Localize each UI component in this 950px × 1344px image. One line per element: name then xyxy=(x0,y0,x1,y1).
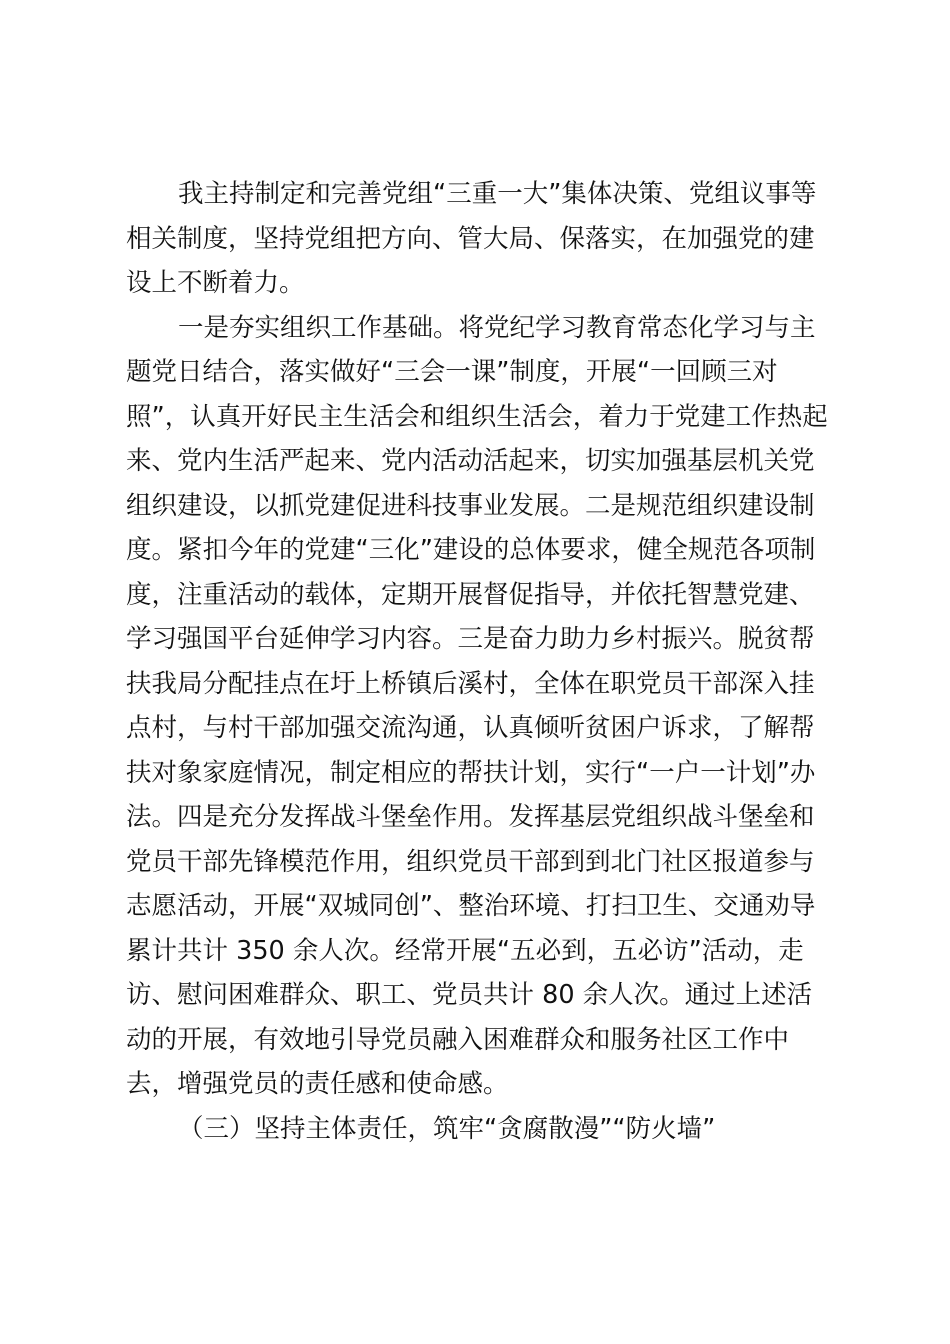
text-line: 扶对象家庭情况，制定相应的帮扶计划，实行“一户一计划”办 xyxy=(126,757,816,788)
body-text xyxy=(126,172,831,1151)
text-line: 点村，与村干部加强交流沟通，认真倾听贫困户诉求，了解帮 xyxy=(126,713,815,743)
text-line: 照”，认真开好民主生活会和组织生活会，着力于党建工作热起 xyxy=(126,401,828,432)
text-line: 去，增强党员的责任感和使命感。 xyxy=(126,1069,509,1099)
text-line: 学习强国平台延伸学习内容。三是奋力助力乡村振兴。脱贫帮 xyxy=(126,624,815,654)
text-line: 访、慰问困难群众、职工、党员共计 80 余人次。通过上述活 xyxy=(126,980,813,1010)
text-line: 度。紧扣今年的党建“三化”建设的总体要求，健全规范各项制 xyxy=(126,535,816,565)
text-line: 党员干部先锋模范作用，组织党员干部到到北门社区报道参与 xyxy=(126,846,815,877)
text-line: 累计共计 350 余人次。经常开展“五必到，五必访”活动，走 xyxy=(126,935,804,966)
text-line: 志愿活动，开展“双城同创”、整治环境、打扫卫生、交通劝导 xyxy=(126,891,816,921)
text-line: 动的开展，有效地引导党员融入困难群众和服务社区工作中 xyxy=(126,1024,790,1055)
text-line: 一是夯实组织工作基础。将党纪学习教育常态化学习与主 xyxy=(178,312,816,343)
text-line: 设上不断着力。 xyxy=(126,268,305,298)
text-line: 我主持制定和完善党组“三重一大”集体决策、党组议事等 xyxy=(178,179,817,209)
text-line: 法。四是充分发挥战斗堡垒作用。发挥基层党组织战斗堡垒和 xyxy=(126,802,815,832)
text-line: 相关制度，坚持党组把方向、管大局、保落实，在加强党的建 xyxy=(126,223,815,254)
text-line: 组织建设，以抓党建促进科技事业发展。二是规范组织建设制 xyxy=(126,490,815,521)
text-line: 度，注重活动的载体，定期开展督促指导，并依托智慧党建、 xyxy=(126,579,815,610)
text-line: 来、党内生活严起来、党内活动活起来，切实加强基层机关党 xyxy=(126,446,815,476)
section-heading: （三）坚持主体责任，筑牢“贪腐散漫”“防火墙” xyxy=(178,1113,716,1144)
text-line: 扶我局分配挂点在圩上桥镇后溪村，全体在职党员干部深入挂 xyxy=(126,668,815,699)
text-line: 题党日结合，落实做好“三会一课”制度，开展“一回顾三对 xyxy=(126,357,778,387)
